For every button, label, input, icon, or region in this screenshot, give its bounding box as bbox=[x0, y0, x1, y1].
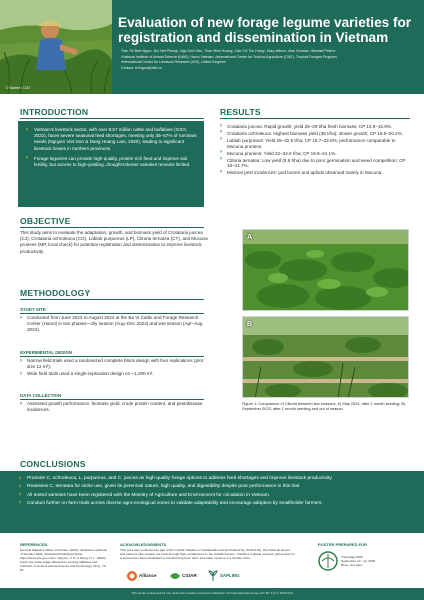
data-collection-bullet: › Assessed growth performance, biomass yield, crude protein content, and pest/disease incidences. bbox=[20, 401, 208, 413]
methodology-heading: METHODOLOGY bbox=[20, 288, 91, 298]
field-photo-a bbox=[242, 229, 409, 311]
result-bullet: › Crotalaria ochroleuca: Highest biomass yield (38 t/ha); slower growth; CP 19.5–20.4%. bbox=[220, 131, 412, 137]
farmer-field-photo bbox=[0, 0, 112, 94]
data-collection-heading: DATA COLLECTION bbox=[20, 393, 62, 398]
contact-line[interactable]: Contact: tt.bngoc@vitel.vn bbox=[121, 65, 162, 70]
introduction-heading: INTRODUCTION bbox=[20, 107, 89, 117]
poster-title: Evaluation of new forage legume varieties for registration and dissemination in Vietnam bbox=[118, 15, 412, 45]
alliance-logo bbox=[126, 569, 162, 583]
poster-prepared-heading: POSTER PREPARED FOR bbox=[318, 542, 368, 547]
section-divider bbox=[20, 227, 204, 228]
design-bullet: › Narrow field trials used a randomized complete block design with four replications (plot size 12 m²); bbox=[20, 358, 208, 370]
introduction-box bbox=[18, 121, 204, 207]
conclusion-bullet: › All tested varieties have been registered with the Ministry of Agriculture and Environment for circulation in Vietnam. bbox=[19, 493, 411, 499]
study-site-bullet: › Conducted from June 2023 to August 2024 at the Ba Vi Cattle and Forage Research Center (Hanoi) in two phases—dry season (Aug–Dec 2023) and wet season (Apr–Aug 2024). bbox=[20, 315, 208, 333]
event-logo-mark bbox=[318, 551, 338, 571]
section-divider bbox=[20, 299, 204, 300]
section-divider bbox=[220, 118, 410, 119]
study-site-list bbox=[20, 315, 208, 334]
subsection-divider bbox=[20, 399, 204, 400]
conclusions-list bbox=[19, 476, 411, 509]
design-heading: EXPERIMENTAL DESIGN bbox=[20, 350, 73, 355]
conclusion-bullet: › Reassess C. ternatea for niche use, given its perennial nature, high quality, and digestibility despite poor performance in this trial. bbox=[19, 484, 411, 490]
objective-heading: OBJECTIVE bbox=[20, 216, 71, 226]
intro-bullet: › Forage legumes can provide high-quality, protein-rich feed and improve soil fertility, but access to high-yielding, drought-tolerant varieties remains limited. bbox=[26, 156, 197, 168]
conclusion-bullet: › Promote C. ochroleuca, L. purpureus, and C. juncea as high-quality forage options to address feed shortages and improve livestock productivity. bbox=[19, 476, 411, 482]
photo-credit: © Nabeel / CIAT bbox=[6, 86, 31, 90]
design-bullet: › Wide field trials used a single-replication design on ~1,200 m². bbox=[20, 371, 208, 377]
cgiar-logo bbox=[168, 569, 202, 583]
panel-label-b: B bbox=[247, 321, 253, 328]
result-bullet: › Lablab purpureus: Yield 26–32.5 t/ha; CP 19.7–22.6%; performance comparable to Mucuna pruriens. bbox=[220, 138, 412, 150]
results-list bbox=[220, 124, 412, 177]
event-logo bbox=[318, 551, 338, 571]
author-block bbox=[121, 49, 417, 71]
subsection-divider bbox=[20, 313, 204, 314]
header-photo bbox=[0, 0, 112, 94]
sapling-logo-text: SAPLING bbox=[220, 573, 240, 578]
event-dates: September 10 - 12, 2025 bbox=[341, 559, 376, 564]
result-bullet: › Crotalaria juncea: Rapid growth; yield 25–29 t/ha fresh biomass; CP 13.9–15.9%. bbox=[220, 124, 412, 130]
clitoria-field-may-image bbox=[243, 230, 409, 311]
references-text: General Statistics Office of Vietnam (2022). Statistical yearbook of Vietnam 2022. Statistical Publishing House. https://www.gso.gov.vn/en. Nguyen, V. D. & Dang, H. L. (2020). Fresh rice straw silage affected by ensiling additives and methods. Journal of Animal Science and Technology, 11(1), 74–81. bbox=[20, 548, 108, 573]
section-divider bbox=[20, 118, 204, 119]
objective-text bbox=[20, 230, 210, 255]
alliance-logo-text: Alliance bbox=[139, 573, 157, 578]
acknowledgements-text: This work was conducted as part of the CGIAR Initiative on Sustainable Animal Productivity (SAPLING). We thank all donors and partners who support our work through their contributions to the CGIAR System. CGIAR is a global research partnership for a food-secure future dedicated to transforming food, land, and water systems in a climate crisis. bbox=[120, 548, 295, 561]
conclusion-bullet: › Conduct further on-farm trials across diverse agro-ecological zones to validate adaptability and encourage adoption by smallholder farmers. bbox=[19, 501, 411, 507]
result-bullet: › Mucuna pruriens: Yield 22–34.8 t/ha; CP 18.9–24.1%. bbox=[220, 151, 412, 157]
results-heading: RESULTS bbox=[220, 107, 261, 117]
data-collection-list bbox=[20, 401, 208, 414]
intro-bullet: › Vietnam's livestock sector, with over 8.57 million cattle and buffaloes (GSO, 2022), faces severe seasonal feed shortages, meeting only 35–57% of ruminant needs (Nguyen Viet Don & Dang Hoang Lam, 2020), leading to significant livestock losses in northern provinces. bbox=[26, 127, 197, 152]
field-photo-b bbox=[242, 316, 409, 398]
affiliation-line: ³International Center for Livestock Research (ILRI), United Kingdom bbox=[121, 60, 227, 65]
clitoria-field-september-image bbox=[243, 317, 409, 398]
author-list: Tran Thi Bich Ngoc¹, Bui Viet Phong¹, Ngo Dinh Tan¹, Than Minh Hoang¹, Dao Thi Thu Hang¹, Mary Atieno², Alan Duncan³, Michael Peters² bbox=[121, 49, 336, 53]
sapling-logo bbox=[208, 569, 248, 583]
objective-paragraph: This study aims to evaluate the adaptation, growth, and biomass yield of Crotalaria juncea (CJ), Crotalaria ochroleuca (CO), Lablab purpureus (LP), Clitoria ternatea (CT), and Mucuna pruriens (MP, local check) for potential registration and dissemination to improve livestock productivity. bbox=[20, 230, 208, 254]
result-bullet: › Clitoria ternatea: Low yield (5.8 t/ha) due to poor germination and weed competition; CP 18–21.7%. bbox=[220, 158, 412, 170]
event-info bbox=[341, 555, 411, 567]
result-bullet: › Minimal pest incidences: pod borers and aphids observed mainly in Mucuna. bbox=[220, 170, 412, 176]
acknowledgements-heading: ACKNOWLEDGEMENTS bbox=[120, 542, 167, 547]
affiliation-line: ¹National Institute of Animal Science (NIAS), Hanoi Vietnam; ²International Center for Tropical Agriculture (CIAT), Tropical Forages Program; bbox=[121, 54, 338, 59]
study-site-heading: STUDY SITE bbox=[20, 307, 46, 312]
event-name: Tropentag 2025 bbox=[341, 555, 363, 559]
event-place: Bonn, Germany bbox=[341, 563, 363, 568]
subsection-divider bbox=[20, 356, 204, 357]
references-heading: REFERENCES bbox=[20, 542, 48, 547]
license-text: This poster is licensed for use under the Creative Commons Attribution 4.0 International License (CC BY 4.0) © 2025 ILRI bbox=[131, 591, 293, 595]
cgiar-logo-text: CGIAR bbox=[182, 573, 197, 578]
panel-label-a: A bbox=[247, 234, 253, 241]
figure-caption: Figure 1: Comparison of Clitoria between two seasons. A) May 2024, after 1 month seeding; B) September 2023, after 1 month seeding and out of season. bbox=[242, 401, 406, 411]
design-list bbox=[20, 358, 208, 378]
conclusions-heading: CONCLUSIONS bbox=[20, 459, 86, 469]
